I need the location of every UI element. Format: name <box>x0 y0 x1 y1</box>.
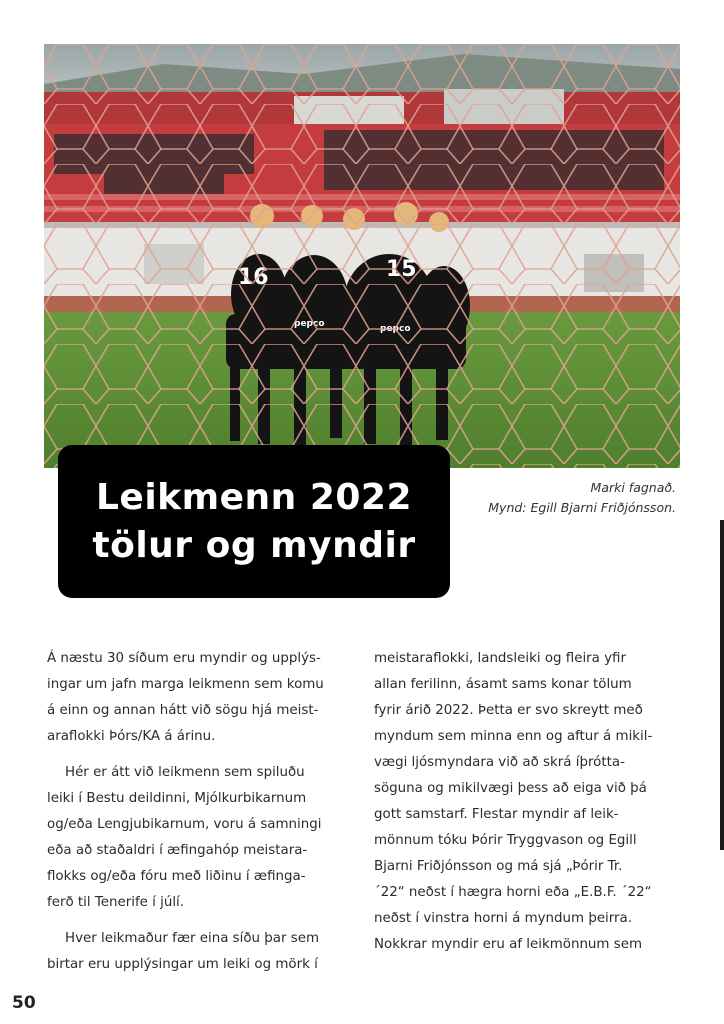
body-line: söguna og mikilvægi þess að eiga við þá <box>374 781 647 796</box>
page-title-line-2: tölur og myndir <box>92 524 416 566</box>
body-line: ferð til Tenerife í júlí. <box>47 895 185 910</box>
body-line: ´22“ neðst í hægra horni eða „E.B.F. ´22“ <box>374 885 652 900</box>
body-line: flokks og/eða fóru með liðinu í æfinga- <box>47 869 306 884</box>
body-line: ingar um jafn marga leikmenn sem komu <box>47 677 324 692</box>
body-line: á einn og annan hátt við sögu hjá meist- <box>47 703 319 718</box>
body-line: Á næstu 30 síðum eru myndir og upplýs- <box>47 651 321 666</box>
match-photo <box>44 44 680 468</box>
caption-credit: Mynd: Egill Bjarni Friðjónsson. <box>488 500 676 515</box>
body-line: neðst í vinstra horni á myndum þeirra. <box>374 911 633 926</box>
body-line: gott samstarf. Flestar myndir af leik- <box>374 807 619 822</box>
body-line: birtar eru upplýsingar um leiki og mörk í <box>47 957 318 972</box>
body-line: Hver leikmaður fær eina síðu þar sem <box>65 931 320 946</box>
body-line: og/eða Lengjubikarnum, voru á samningi <box>47 817 322 832</box>
body-line: eða að staðaldri í æfingahóp meistara- <box>47 843 308 858</box>
body-line: leiki í Bestu deildinni, Mjólkurbikarnum <box>47 791 307 806</box>
title-box <box>58 445 450 598</box>
body-line: araflokki Þórs/KA á árinu. <box>47 729 216 744</box>
body-line: Bjarni Friðjónsson og má sjá „Þórir Tr. <box>374 859 623 874</box>
caption-text: Marki fagnað. <box>590 480 676 495</box>
page-title-line-1: Leikmenn 2022 <box>95 476 413 518</box>
body-line: myndum sem minna enn og aftur á mikil- <box>374 729 653 744</box>
body-line: mönnum tóku Þórir Tryggvason og Egill <box>374 833 637 848</box>
photo-caption <box>436 478 676 518</box>
page-number: 50 <box>12 993 36 1013</box>
body-line: Hér er átt við leikmenn sem spiluðu <box>65 765 305 780</box>
body-line: meistaraflokki, landsleiki og fleira yfir <box>374 651 626 666</box>
soccer-celebration-photo-icon <box>44 44 680 468</box>
body-line: Nokkrar myndir eru af leikmönnum sem <box>374 937 642 952</box>
body-column-right <box>374 646 674 958</box>
page-edge-divider <box>720 520 724 850</box>
body-line: fyrir árið 2022. Þetta er svo skreytt með <box>374 703 643 718</box>
body-column-left <box>47 646 347 978</box>
body-line: allan ferilinn, ásamt sams konar tölum <box>374 677 632 692</box>
body-line: vægi ljósmyndara við að skrá íþrótta- <box>374 755 625 770</box>
